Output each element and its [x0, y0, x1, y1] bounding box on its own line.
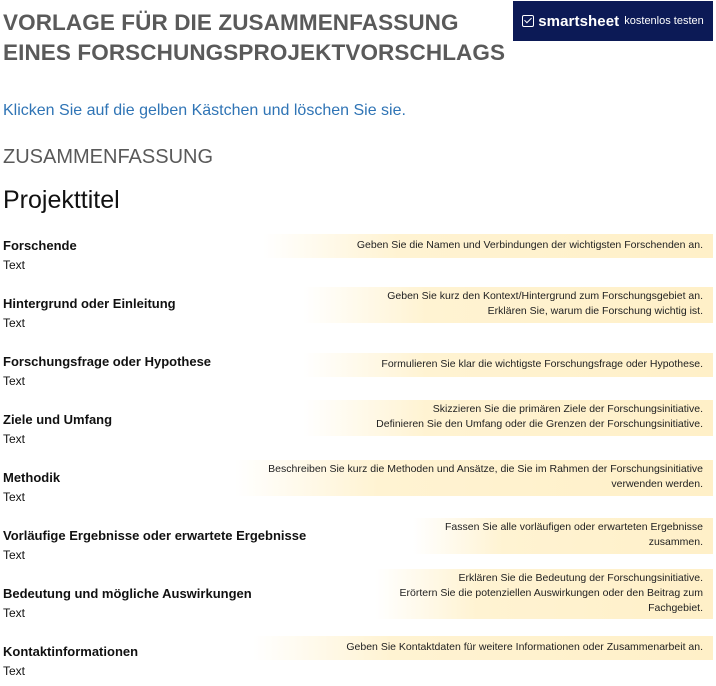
hint-line: Geben Sie kurz den Kontext/Hintergrund zum Forschungsgebiet an. — [387, 290, 703, 302]
hint-line: Erklären Sie die Bedeutung der Forschungsinitiative. — [458, 572, 703, 584]
field-contact — [0, 640, 716, 686]
yellow-hint-box[interactable] — [303, 400, 713, 436]
section-heading: ZUSAMMENFASSUNG — [3, 146, 214, 168]
field-label: Vorläufige Ergebnisse oder erwartete Ergebnisse — [3, 528, 307, 543]
hint-line: Fachgebiet. — [648, 602, 703, 614]
field-label: Hintergrund oder Einleitung — [3, 296, 176, 311]
hint-line: zusammen. — [648, 536, 703, 548]
hint-line: Erörtern Sie die potenziellen Auswirkungen oder den Beitrag zum — [399, 587, 703, 599]
yellow-hint-box[interactable] — [303, 287, 713, 323]
field-methodology — [0, 463, 716, 512]
field-value[interactable]: Text — [3, 548, 26, 562]
field-research-question — [0, 350, 716, 396]
yellow-hint-box[interactable] — [253, 636, 713, 660]
field-label: Ziele und Umfang — [3, 412, 113, 427]
hint-line: Geben Sie Kontaktdaten für weitere Informationen oder Zusammenarbeit an. — [346, 641, 703, 653]
field-label: Bedeutung und mögliche Auswirkungen — [3, 586, 252, 601]
yellow-hint-box[interactable] — [263, 234, 713, 258]
document-title-line-2: EINES FORSCHUNGSPROJEKTVORSCHLAGS — [3, 40, 506, 65]
hint-line: verwenden werden. — [611, 478, 703, 490]
field-label: Methodik — [3, 470, 61, 485]
instruction-text: Klicken Sie auf die gelben Kästchen und löschen Sie sie. — [3, 102, 406, 119]
yellow-hint-box[interactable] — [413, 518, 713, 554]
yellow-hint-box[interactable] — [303, 353, 713, 377]
hint-line: Erklären Sie, warum die Forschung wichtig ist. — [487, 305, 703, 317]
smartsheet-check-icon — [522, 15, 534, 27]
field-researchers — [0, 234, 716, 280]
field-significance — [0, 572, 716, 628]
field-results — [0, 521, 716, 570]
hint-line: Definieren Sie den Umfang oder die Grenzen der Forschungsinitiative. — [376, 418, 703, 430]
hint-line: Beschreiben Sie kurz die Methoden und Ansätze, die Sie im Rahmen der Forschungsinitiative — [268, 463, 703, 475]
field-label: Forschende — [3, 238, 77, 253]
free-trial-label: kostenlos testen — [624, 15, 704, 27]
yellow-hint-box[interactable] — [235, 460, 713, 496]
field-value[interactable]: Text — [3, 374, 26, 388]
field-goals-scope — [0, 403, 716, 454]
project-title-field[interactable]: Projekttitel — [3, 186, 120, 214]
document-title-line-1: VORLAGE FÜR DIE ZUSAMMENFASSUNG — [3, 10, 459, 35]
field-value[interactable]: Text — [3, 664, 26, 678]
field-background — [0, 292, 716, 338]
field-label: Kontaktinformationen — [3, 644, 139, 659]
hint-line: Formulieren Sie klar die wichtigste Forschungsfrage oder Hypothese. — [381, 358, 703, 370]
smartsheet-trial-banner[interactable] — [513, 1, 713, 41]
field-label: Forschungsfrage oder Hypothese — [3, 354, 212, 369]
hint-line: Fassen Sie alle vorläufigen oder erwarteten Ergebnisse — [445, 521, 703, 533]
field-value[interactable]: Text — [3, 432, 26, 446]
document-title — [3, 8, 506, 68]
smartsheet-brand: smartsheet — [538, 12, 620, 30]
hint-line: Geben Sie die Namen und Verbindungen der wichtigsten Forschenden an. — [356, 239, 703, 251]
field-value[interactable]: Text — [3, 258, 26, 272]
field-value[interactable]: Text — [3, 490, 26, 504]
yellow-hint-box[interactable] — [375, 569, 713, 619]
field-value[interactable]: Text — [3, 606, 26, 620]
hint-line: Skizzieren Sie die primären Ziele der Forschungsinitiative. — [432, 403, 703, 415]
field-value[interactable]: Text — [3, 316, 26, 330]
